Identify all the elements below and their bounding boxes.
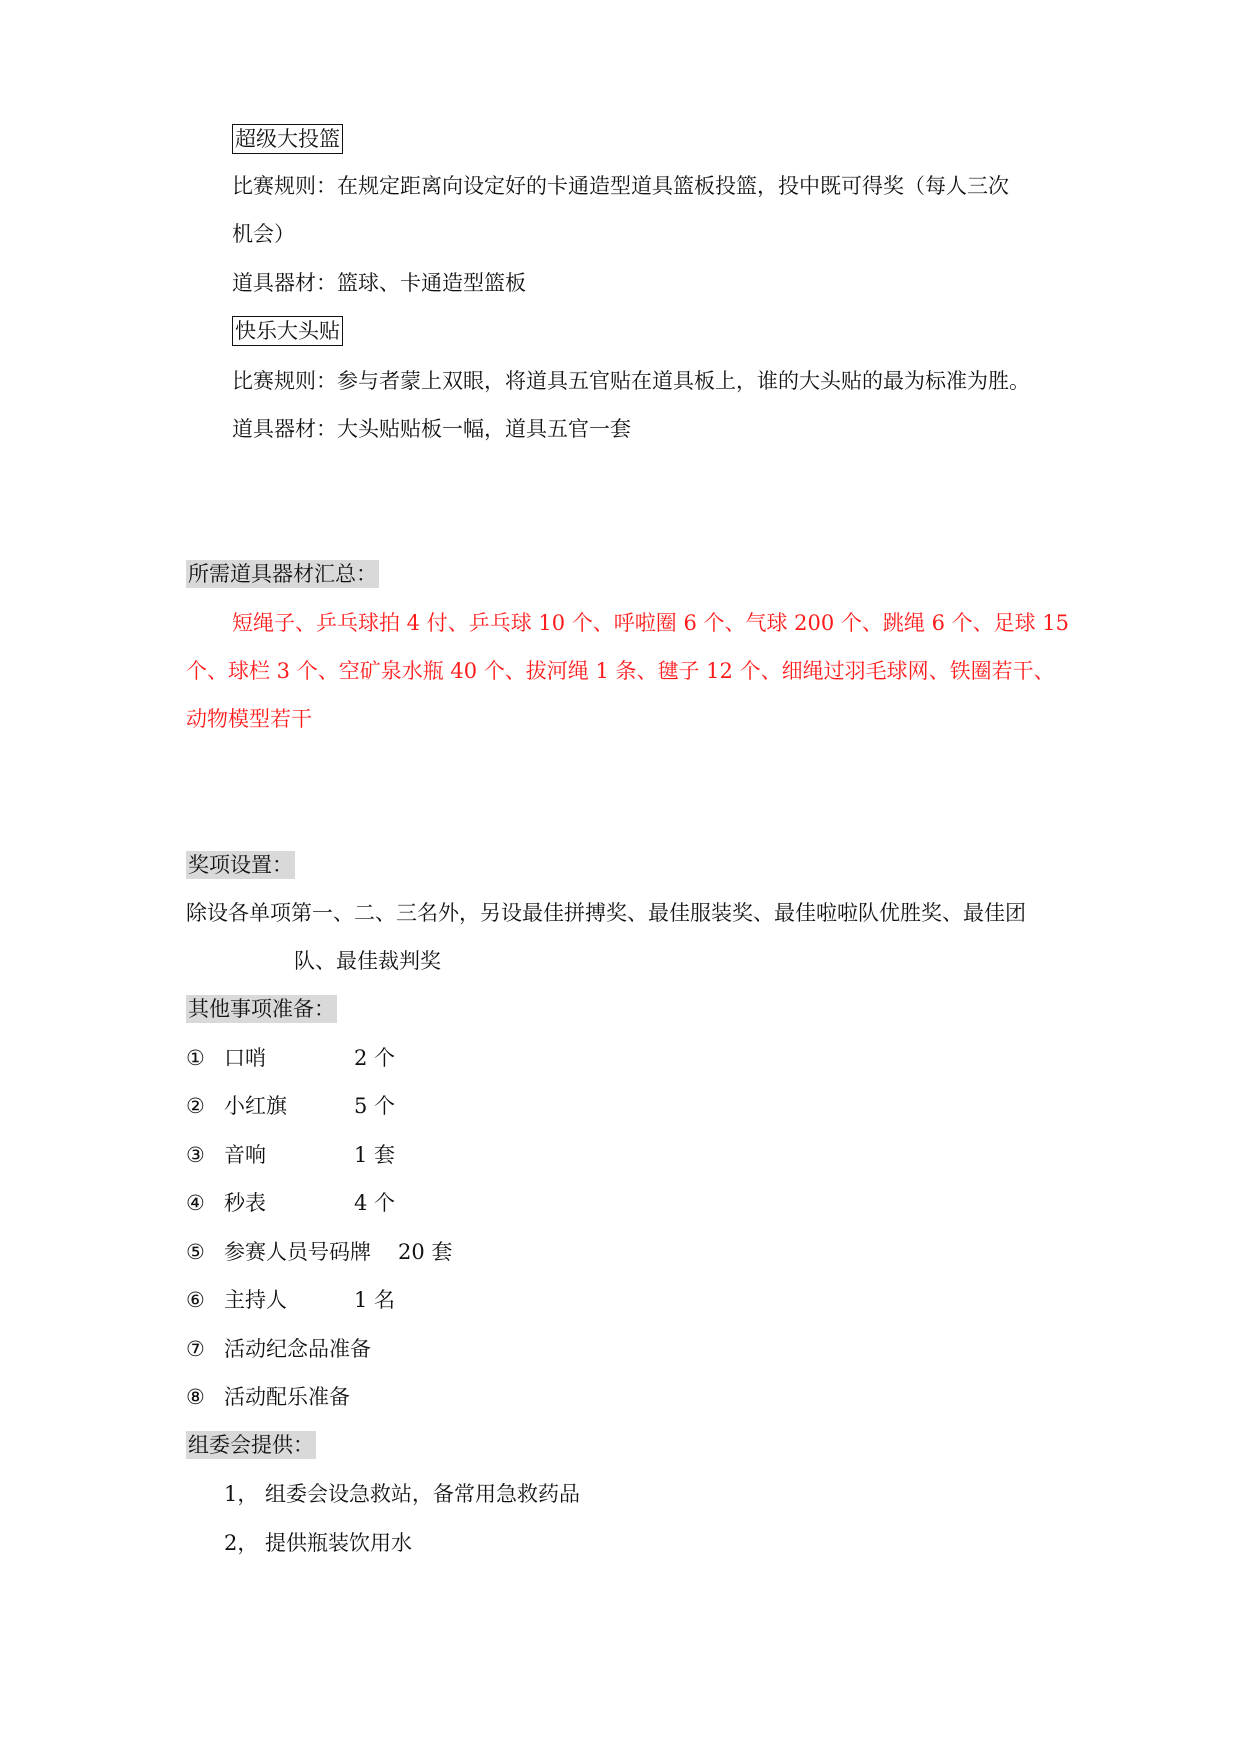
equipment-summary-heading <box>186 559 379 589</box>
item-number: ⑥ <box>186 1288 205 1312</box>
game-rules-sticker: 比赛规则：参与者蒙上双眼，将道具五官贴在道具板上，谁的大头贴的最为标准为胜。 <box>232 369 1030 393</box>
list-item <box>186 1285 395 1315</box>
section-heading: 所需道具器材汇总： <box>188 562 377 586</box>
section-heading: 奖项设置： <box>188 853 293 877</box>
other-prep-heading <box>186 994 337 1024</box>
list-item <box>186 1043 395 1073</box>
item-name: 活动纪念品准备 <box>224 1337 371 1361</box>
item-name: 秒表 <box>224 1191 266 1215</box>
awards-line2: 队、最佳裁判奖 <box>294 949 441 973</box>
committee-item-1: 1， 组委会设急救站，备常用急救药品 <box>224 1482 581 1506</box>
item-number: ① <box>186 1046 205 1070</box>
game-title-text: 快乐大头贴 <box>232 316 343 346</box>
game-rules-basketball-line2: 机会） <box>232 222 295 246</box>
list-item <box>186 1382 350 1412</box>
committee-item-2: 2， 提供瓶装饮用水 <box>224 1531 413 1555</box>
item-name: 小红旗 <box>224 1094 287 1118</box>
item-number: ② <box>186 1094 205 1118</box>
game-title-text: 超级大投篮 <box>232 124 343 154</box>
item-name: 主持人 <box>224 1288 287 1312</box>
section-heading: 组委会提供： <box>188 1433 314 1457</box>
equipment-summary-line1: 短绳子、乒乓球拍 4 付、乒乓球 10 个、呼啦圈 6 个、气球 200 个、跳绳 6 个、足球 15 <box>232 611 1070 635</box>
list-item <box>186 1140 395 1170</box>
list-item <box>186 1188 395 1218</box>
list-item <box>186 1091 395 1121</box>
item-number: ④ <box>186 1191 205 1215</box>
item-number: ⑦ <box>186 1337 205 1361</box>
committee-heading <box>186 1430 316 1460</box>
item-number: ⑧ <box>186 1385 205 1409</box>
game-title-sticker <box>232 316 343 346</box>
game-equipment-sticker: 道具器材：大头贴贴板一幅，道具五官一套 <box>232 417 631 441</box>
list-item <box>186 1334 371 1364</box>
item-name: 音响 <box>224 1143 266 1167</box>
equipment-summary-line2: 个、球栏 3 个、空矿泉水瓶 40 个、拔河绳 1 条、毽子 12 个、细绳过羽毛球网、铁圈若干、 <box>186 659 1055 683</box>
item-name: 参赛人员号码牌 <box>224 1240 371 1264</box>
awards-line1: 除设各单项第一、二、三名外，另设最佳拼搏奖、最佳服装奖、最佳啦啦队优胜奖、最佳团 <box>186 901 1026 925</box>
list-item <box>186 1237 452 1267</box>
item-quantity: 2 个 <box>354 1046 396 1070</box>
item-quantity: 1 名 <box>354 1288 396 1312</box>
game-title-basketball <box>232 124 343 154</box>
game-rules-basketball-line1: 比赛规则：在规定距离向设定好的卡通造型道具篮板投篮，投中既可得奖（每人三次 <box>232 174 1009 198</box>
item-number: ⑤ <box>186 1240 205 1264</box>
item-name: 口哨 <box>224 1046 266 1070</box>
item-quantity: 1 套 <box>354 1143 396 1167</box>
item-name: 活动配乐准备 <box>224 1385 350 1409</box>
item-quantity: 5 个 <box>354 1094 396 1118</box>
section-heading: 其他事项准备： <box>188 997 335 1021</box>
equipment-summary-line3: 动物模型若干 <box>186 707 312 731</box>
game-equipment-basketball: 道具器材：篮球、卡通造型篮板 <box>232 271 526 295</box>
item-quantity: 20 套 <box>398 1240 453 1264</box>
item-number: ③ <box>186 1143 205 1167</box>
awards-heading <box>186 850 295 880</box>
item-quantity: 4 个 <box>354 1191 396 1215</box>
